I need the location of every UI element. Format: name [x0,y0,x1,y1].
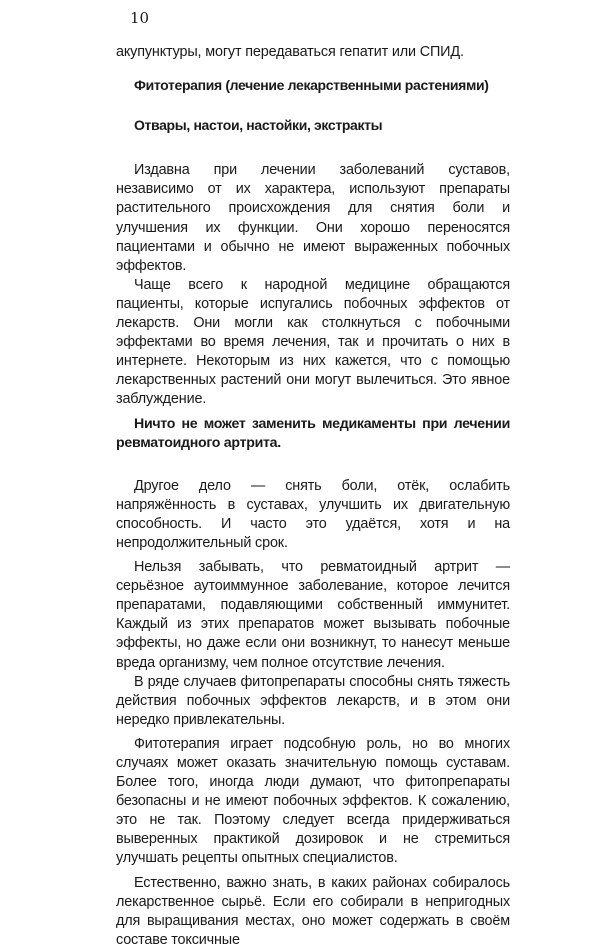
paragraph: Фитотерапия играет подсобную роль, но во многих случаях может оказать значительную помощь суставам. Более того, иногда люди думают, что фитопрепараты безопасны и не имеют побочных эффектов. К сожалению, это не так. Поэтому следует всегда придерживаться выверенных практикой дозировок и не стремиться улучшать рецепты опытных специалистов. [116,735,510,867]
page-text [116,43,510,950]
paragraph: Издавна при лечении заболеваний суставов, независимо от их характера, используют препараты растительного происхождения для снятия боли и улучшения их функции. Они хорошо переносятся пациентами и обычно не имеют выраженных побочных эффектов. [116,162,510,274]
paragraph: В ряде случаев фитопрепараты способны снять тяжесть действия побочных эффектов лекарств, и в этом они нередко привлекательны. [116,673,510,728]
page-number: 10 [130,9,150,27]
paragraph: Чаще всего к народной медицине обращаются пациенты, которые испугались побочных эффектов от лекарств. Они могли как столкнуться с побочными эффектами во время лечения, так и прочитать о них в интернете. Некоторым из них кажется, что с помощью лекарственных растений они могут вылечиться. Это явное заблуждение. [116,276,510,408]
subsection-heading: Отвары, настои, настойки, экстракты [134,117,383,134]
paragraph: Нельзя забывать, что ревматоидный артрит — серьёзное аутоиммунное заболевание, которое лечится препаратами, подавляющими собственный иммунитет. Каждый из этих препаратов может вызывать побочные эффекты, но даже если они возникнут, то нанесут меньше вреда организму, чем полное отсутствие лечения. [116,559,510,671]
paragraph: Другое дело — снять боли, отёк, ослабить напряжённость в суставах, улучшить их двигательную способность. И часто это удаётся, хотя и на непродолжительный срок. [116,477,510,551]
section-heading: Фитотерапия (лечение лекарственными растениями) [134,77,489,94]
emphasis-statement: Ничто не может заменить медикаменты при лечении ревматоидного артрита. [116,415,510,451]
paragraph: Естественно, важно знать, в каких районах собиралось лекарственное сырьё. Если его собирали в непригодных для выращивания местах, оно может содержать в своём составе токсичные [116,874,510,948]
lead-line: акупунктуры, могут передаваться гепатит или СПИД. [116,44,464,60]
